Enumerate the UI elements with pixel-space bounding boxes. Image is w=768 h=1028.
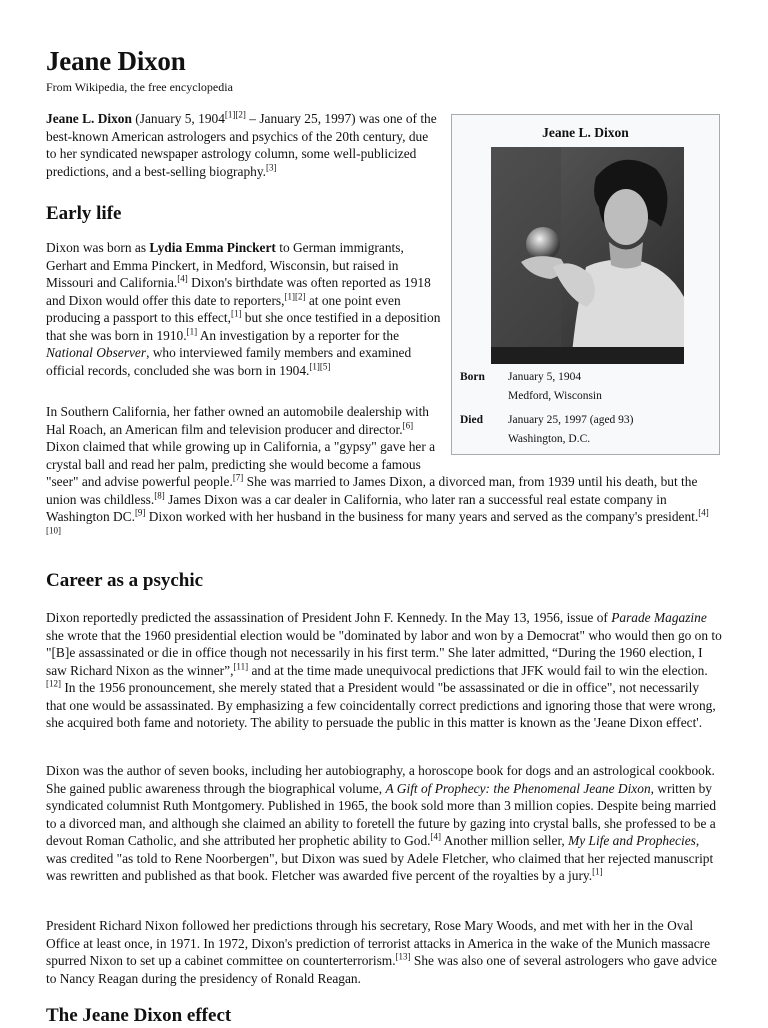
- citation-link[interactable]: [12]: [46, 678, 61, 689]
- subject-name: Jeane L. Dixon: [46, 111, 132, 126]
- paragraph: In Southern California, her father owned an automobile dealership with Hal Roach, an American film and television producer and director.[6] Dixon claimed that while growing up in California, a "gypsy" gave her a crystal ball and read her palm, predicting she would become a famous "seer" and advise powerful people.[7] She was married to James Dixon, a divorced man, from 1939 until his death, but the union was childless.[8] James Dixon was a car dealer in California, who later ran a successful real estate company in Washington DC.[9] Dixon worked with her husband in the business for many years and served as the company's president.[4][10]: [46, 404, 709, 536]
- citation-link[interactable]: [7]: [232, 472, 244, 483]
- paragraph: Dixon was the author of seven books, including her autobiography, a horoscope book for dogs and an astrological cookbook. She gained public awareness through the biographical volume, A Gift of Prophecy: the Phenomenal Jeane Dixon, written by syndicated columnist Ruth Montgomery. Published in 1965, the book sold more than 3 million copies. Despite being married to a divorced man, and although she claimed an ability to foretell the future by gazing into crystal balls, she professed to be a devout Roman Catholic, and she attributed her prophetic ability to God.[4] Another million seller, My Life and Prophecies, was credited "as told to Rene Noorbergen", but Dixon was sued by Adele Fletcher, who claimed that her rejected manuscript was rewritten and published as that book. Fletcher was awarded five percent of the royalties by a jury.[1]: [46, 763, 717, 883]
- citation-link[interactable]: [1]: [592, 866, 603, 877]
- lead-paragraph: Jeane L. Dixon (January 5, 1904[1][2] – January 25, 1997) was one of the best-known American astrologers and psychics of the 20th century, due to her syndicated newspaper astrology column, some well-publicized predictions, and a best-selling biography.[3]: [46, 109, 437, 179]
- section-heading-effect: The Jeane Dixon effect: [46, 1005, 232, 1026]
- portrait-photo[interactable]: [491, 147, 684, 364]
- died-label: Died: [460, 414, 483, 426]
- paragraph: President Richard Nixon followed her predictions through his secretary, Rose Mary Woods, and met with her in the Oval Office at least once, in 1971. In 1972, Dixon's prediction of terrorist attacks in America in the wake of the Munich massacre spurred Nixon to set up a cabinet committee on counterterrorism.[13] She was also one of several astrologers who gave advice to Nancy Reagan during the presidency of Ronald Reagan.: [46, 918, 717, 986]
- citation-link[interactable]: [4][10]: [46, 507, 709, 536]
- citation-link[interactable]: [11]: [233, 661, 249, 672]
- citation-link[interactable]: [4]: [430, 831, 442, 842]
- page-title: Jeane Dixon: [46, 46, 186, 76]
- citation-link[interactable]: [3]: [266, 162, 277, 173]
- citation-link[interactable]: [6]: [402, 420, 414, 431]
- section-heading-early-life: Early life: [46, 203, 122, 224]
- citation-link[interactable]: [1]: [230, 308, 242, 319]
- citation-link[interactable]: [1][5]: [309, 361, 331, 372]
- citation-link[interactable]: [1]: [186, 326, 198, 337]
- born-place[interactable]: Medford, Wisconsin: [508, 390, 602, 402]
- citation-link[interactable]: [9]: [134, 507, 146, 518]
- citation-link[interactable]: [1][2]: [284, 291, 306, 302]
- citation-link[interactable]: [4]: [177, 273, 188, 284]
- citation-link[interactable]: [8]: [154, 490, 165, 501]
- page-tagline: From Wikipedia, the free encyclopedia: [46, 80, 233, 94]
- infobox: [451, 114, 720, 455]
- citation-link[interactable]: [1][2]: [224, 109, 246, 120]
- infobox-title: Jeane L. Dixon: [542, 125, 629, 140]
- died-date: January 25, 1997 (aged 93): [508, 414, 634, 426]
- born-date: January 5, 1904: [508, 371, 582, 383]
- section-heading-career: Career as a psychic: [46, 570, 204, 591]
- paragraph: Dixon was born as Lydia Emma Pinckert to German immigrants, Gerhart and Emma Pinckert, in Medford, Wisconsin, but raised in Missouri and California.[4] Dixon's birthdate was often reported as 1918 and Dixon would offer this date to reporters,[1][2] at one point even producing a passport to this effect,[1] but she once testified in a deposition that she was born in 1910.[1] An investigation by a reporter for the National Observer, who interviewed family members and examined official records, concluded she was born in 1904.[1][5]: [46, 240, 441, 378]
- paragraph: Dixon reportedly predicted the assassination of President John F. Kennedy. In the May 13, 1956, issue of Parade Magazine she wrote that the 1960 presidential election would be "dominated by labor and won by a Democrat" who would then go on to "[B]e assassinated or die in office though not necessarily in his first term." She later admitted, “During the 1960 election, I saw Richard Nixon as the winner”,[11] and at the time made unequivocal predictions that JFK would fail to win the election.[12] In the 1956 pronouncement, she merely stated that a President would "be assassinated or die in office", not necessarily that one would be assassinated. By emphasizing a few coincidentally correct predictions and ignoring those that were wrong, she acquired both fame and notoriety. The ability to persuade the public in this matter is known as the 'Jeane Dixon effect'.: [46, 610, 722, 730]
- citation-link[interactable]: [13]: [395, 951, 411, 962]
- died-place[interactable]: Washington, D.C.: [508, 433, 591, 445]
- born-label: Born: [460, 371, 485, 383]
